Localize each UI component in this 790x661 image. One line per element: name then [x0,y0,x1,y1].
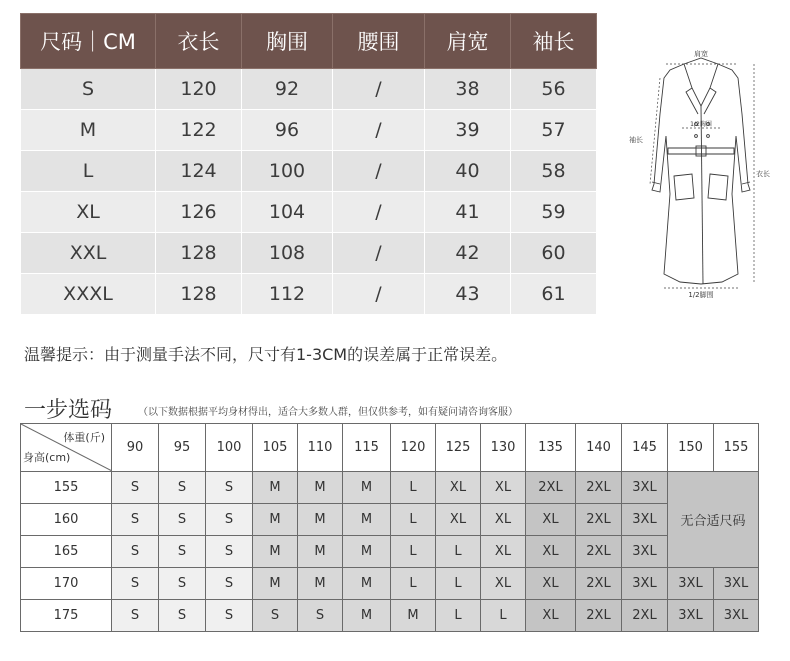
size-label-cell: XXXL [21,274,156,315]
size-row [21,151,597,192]
size-value-cell: 128 [156,233,242,274]
size-cell: S [159,600,206,632]
size-cell: XL [481,536,526,568]
size-cell: S [298,600,343,632]
size-label-cell: S [21,69,156,110]
size-value-cell: 61 [511,274,597,315]
size-cell: S [206,568,253,600]
size-value-cell: 100 [242,151,333,192]
step-title: 一步选码 [24,398,113,423]
size-cell: 3XL [714,568,759,600]
size-label-cell: L [21,151,156,192]
size-value-cell: / [333,151,425,192]
weight-header-cell: 110 [298,424,343,472]
size-cell: S [206,472,253,504]
size-cell: M [343,600,391,632]
height-axis-label: 身高(cm) [23,451,71,464]
size-cell: S [112,568,159,600]
size-cell: M [298,536,343,568]
size-cell: S [112,472,159,504]
weight-header-cell: 100 [206,424,253,472]
size-value-cell: / [333,233,425,274]
weight-header-cell: 90 [112,424,159,472]
height-cell: 160 [21,504,112,536]
size-value-cell: 122 [156,110,242,151]
height-cell: 170 [21,568,112,600]
size-value-cell: 59 [511,192,597,233]
size-cell: S [112,600,159,632]
size-value-cell: / [333,69,425,110]
sleeve-label: 袖长 [629,136,643,144]
size-cell: XL [481,568,526,600]
height-cell: 165 [21,536,112,568]
header-length: 衣长 [156,14,242,69]
header-waist: 腰围 [333,14,425,69]
size-cell: M [343,568,391,600]
size-cell: S [253,600,298,632]
length-label: 衣长 [756,170,770,178]
size-value-cell: 42 [425,233,511,274]
size-value-cell: 128 [156,274,242,315]
size-cell: 2XL [526,472,576,504]
size-cell: XL [481,472,526,504]
half-chest-label: 1/2胸围 [690,121,712,128]
size-cell: M [343,472,391,504]
size-cell: S [206,536,253,568]
size-value-cell: 57 [511,110,597,151]
size-value-cell: 126 [156,192,242,233]
size-cell: L [436,600,481,632]
weight-header-cell: 125 [436,424,481,472]
size-value-cell: 38 [425,69,511,110]
height-row [21,568,759,600]
size-cell: 2XL [576,472,622,504]
weight-header-cell: 135 [526,424,576,472]
size-value-cell: 39 [425,110,511,151]
size-label-cell: XXL [21,233,156,274]
size-cell: S [112,504,159,536]
size-cell: XL [526,504,576,536]
size-label-cell: M [21,110,156,151]
size-value-cell: 120 [156,69,242,110]
size-row [21,110,597,151]
size-value-cell: / [333,274,425,315]
size-value-cell: 124 [156,151,242,192]
size-cell: 3XL [622,504,668,536]
size-cell: XL [481,504,526,536]
size-cell: 3XL [668,600,714,632]
size-cell: 3XL [622,536,668,568]
size-cell: L [436,536,481,568]
size-cell: M [343,504,391,536]
size-value-cell: 92 [242,69,333,110]
header-shoulder: 肩宽 [425,14,511,69]
size-table [20,13,597,315]
size-value-cell: 56 [511,69,597,110]
size-value-cell: 112 [242,274,333,315]
height-row [21,536,759,568]
size-value-cell: 43 [425,274,511,315]
coat-outline [652,58,750,284]
coat-measurement-diagram [626,44,776,300]
weight-axis-label: 体重(斤) [63,431,105,444]
size-table-header-row [21,14,597,69]
height-row [21,600,759,632]
size-cell: M [298,568,343,600]
height-row [21,504,759,536]
size-cell: L [391,504,436,536]
size-cell: XL [436,472,481,504]
size-value-cell: 41 [425,192,511,233]
no-fit-cell: 无合适尺码 [668,472,759,568]
size-row [21,69,597,110]
corner-cell [21,424,112,472]
size-cell: M [253,568,298,600]
size-value-cell: 108 [242,233,333,274]
weight-header-row [21,424,759,472]
size-cell: M [253,504,298,536]
size-cell: M [253,472,298,504]
size-value-cell: 58 [511,151,597,192]
size-cell: L [391,536,436,568]
size-cell: 2XL [576,600,622,632]
weight-header-cell: 115 [343,424,391,472]
size-cell: 2XL [576,504,622,536]
size-cell: XL [436,504,481,536]
size-value-cell: 104 [242,192,333,233]
height-row [21,472,759,504]
size-value-cell: / [333,192,425,233]
size-cell: 3XL [668,568,714,600]
weight-header-cell: 95 [159,424,206,472]
weight-header-cell: 120 [391,424,436,472]
size-cell: 3XL [622,472,668,504]
size-cell: M [253,536,298,568]
size-recommendation-table [20,423,759,632]
size-value-cell: / [333,110,425,151]
header-sleeve: 袖长 [511,14,597,69]
weight-header-cell: 155 [714,424,759,472]
size-cell: XL [526,568,576,600]
measurement-note: 温馨提示：由于测量手法不同，尺寸有1-3CM的误差属于正常误差。 [24,345,508,364]
size-cell: L [436,568,481,600]
size-cell: 3XL [714,600,759,632]
header-size: 尺码｜CM [21,14,156,69]
size-value-cell: 40 [425,151,511,192]
size-cell: L [391,472,436,504]
size-cell: M [343,536,391,568]
half-hem-label: 1/2脚围 [688,291,714,299]
size-cell: S [159,568,206,600]
size-label-cell: XL [21,192,156,233]
shoulder-label: 肩宽 [694,50,708,58]
size-cell: M [298,504,343,536]
size-cell: L [481,600,526,632]
size-cell: M [298,472,343,504]
size-cell: S [159,536,206,568]
size-row [21,274,597,315]
size-cell: 2XL [576,536,622,568]
header-chest: 胸围 [242,14,333,69]
weight-header-cell: 145 [622,424,668,472]
size-cell: S [159,472,206,504]
size-cell: M [391,600,436,632]
size-cell: XL [526,600,576,632]
size-cell: XL [526,536,576,568]
size-row [21,233,597,274]
size-cell: 3XL [622,568,668,600]
size-cell: S [159,504,206,536]
height-cell: 175 [21,600,112,632]
size-cell: 2XL [622,600,668,632]
size-row [21,192,597,233]
weight-header-cell: 150 [668,424,714,472]
weight-header-cell: 105 [253,424,298,472]
size-value-cell: 60 [511,233,597,274]
size-cell: S [206,504,253,536]
height-cell: 155 [21,472,112,504]
size-cell: S [112,536,159,568]
size-value-cell: 96 [242,110,333,151]
size-cell: L [391,568,436,600]
weight-header-cell: 130 [481,424,526,472]
size-cell: 2XL [576,568,622,600]
weight-header-cell: 140 [576,424,622,472]
step-subtitle: （以下数据根据平均身材得出，适合大多数人群，但仅供参考，如有疑问请咨询客服） [138,407,518,418]
size-cell: S [206,600,253,632]
